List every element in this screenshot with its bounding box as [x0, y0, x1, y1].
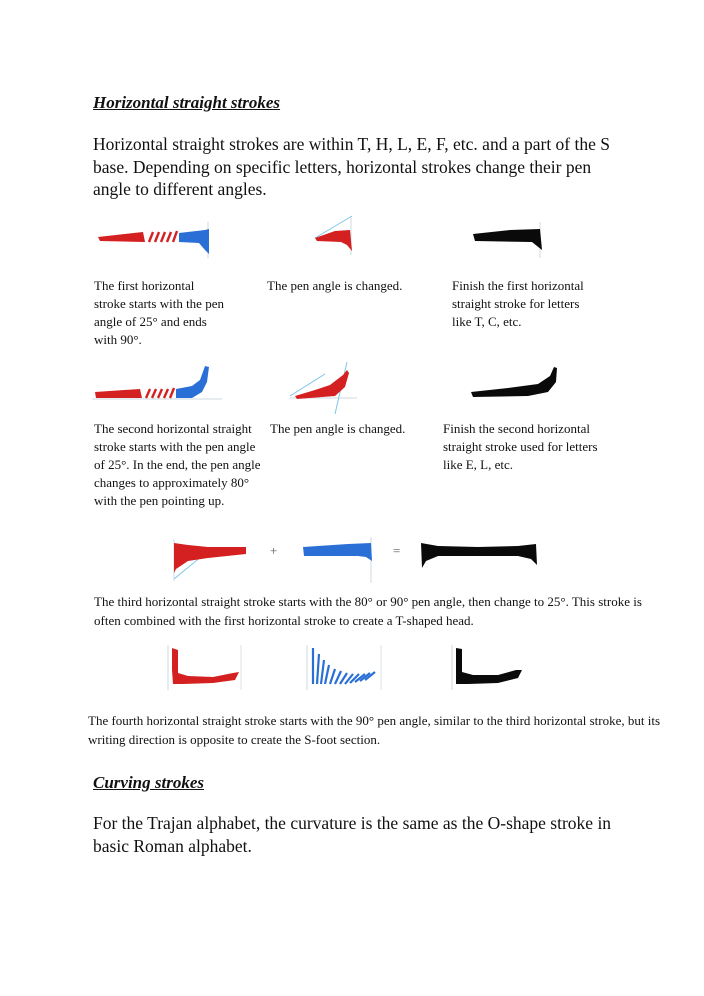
section-heading-curving: Curving strokes	[93, 773, 204, 792]
stroke1-pen-angle-illustration	[305, 215, 365, 260]
stroke3-red-illustration	[168, 535, 253, 585]
section-intro-curving: For the Trajan alphabet, the curvature is the same as the O-shape stroke in basic Roman alphabet.	[93, 813, 612, 856]
row2-caption-1: The second horizontal straight stroke starts with the pen angle of 25°. In the end, the pen angle changes to approximately 80° with the pen pointing up.	[94, 421, 261, 508]
stroke1-finished-illustration	[470, 220, 555, 260]
row4-caption: The fourth horizontal straight stroke starts with the 90° pen angle, similar to the third horizontal stroke, but its writing direction is opposite to create the S-foot section.	[88, 713, 661, 747]
row2-caption-2: The pen angle is changed.	[270, 421, 406, 436]
section-intro-horizontal: Horizontal straight strokes are within T, H, L, E, F, etc. and a part of the S base. Depending on specific letters, horizontal strokes change their pen angle to different angles.	[93, 134, 610, 199]
stroke4-red-illustration	[163, 640, 248, 695]
row2-caption-3: Finish the second horizontal straight stroke used for letters like E, L, etc.	[443, 421, 598, 472]
equals-sign: =	[393, 543, 401, 558]
section-heading-horizontal: Horizontal straight strokes	[93, 93, 281, 112]
stroke2-red-blue-illustration	[92, 362, 222, 407]
stroke4-finished-illustration	[448, 640, 533, 695]
stroke3-blue-illustration	[298, 535, 383, 585]
row3-caption: The third horizontal straight stroke starts with the 80° or 90° pen angle, then change to 25°. This stroke is often combined with the first horizontal stroke to create a T-shaped head.	[94, 594, 642, 628]
row1-caption-3: Finish the first horizontal straight stroke for letters like T, C, etc.	[452, 278, 584, 329]
stroke2-finished-illustration	[468, 362, 563, 407]
stroke4-blue-illustration	[303, 640, 388, 695]
plus-sign: +	[270, 543, 278, 558]
stroke2-pen-angle-illustration	[285, 362, 360, 417]
row1-caption-1: The first horizontal stroke starts with the pen angle of 25° and ends with 90°.	[94, 278, 224, 347]
stroke3-combined-illustration	[418, 535, 543, 580]
row1-caption-2: The pen angle is changed.	[267, 278, 403, 293]
stroke1-red-blue-illustration	[95, 220, 225, 260]
